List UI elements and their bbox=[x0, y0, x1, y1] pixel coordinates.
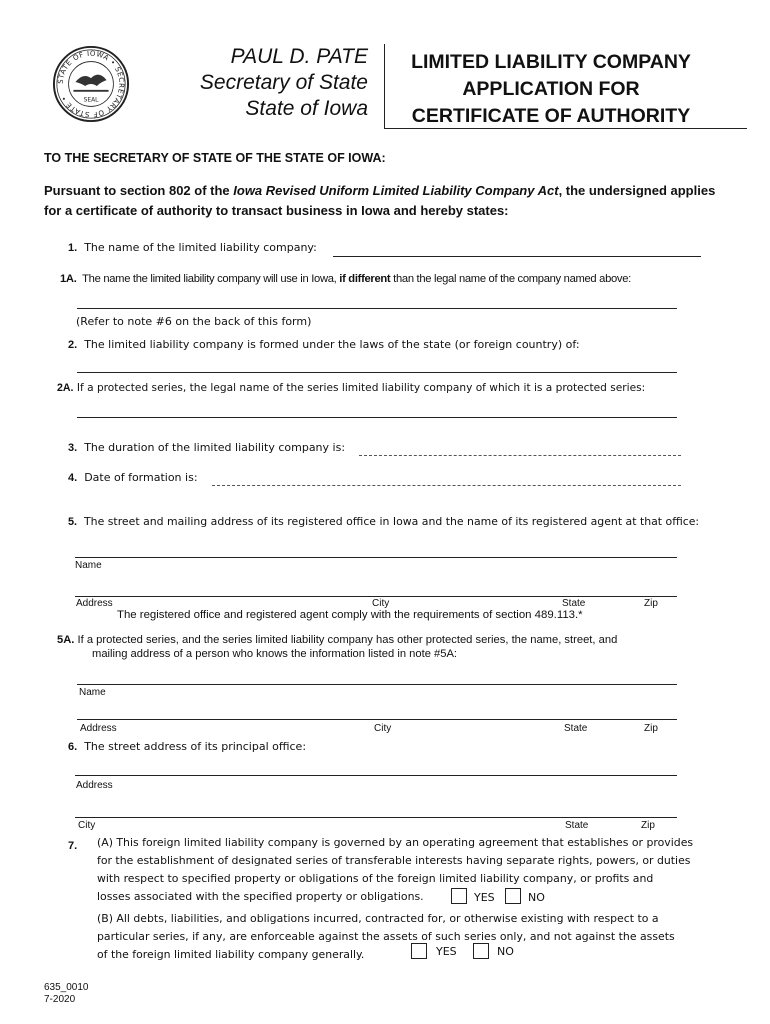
agent-state-caption: State bbox=[562, 598, 586, 609]
item-7a-yes-label: YES bbox=[474, 891, 495, 904]
item-7b-line-3: of the foreign limited liability company generally. bbox=[97, 948, 365, 961]
form-number: 635_0010 bbox=[44, 982, 89, 993]
agent-name-caption: Name bbox=[75, 560, 102, 571]
secretary-name: PAUL D. PATE bbox=[230, 45, 368, 68]
item-7b-no-label: NO bbox=[497, 945, 514, 958]
note-6-reference: (Refer to note #6 on the back of this form) bbox=[76, 315, 312, 328]
item-7b-yes-label: YES bbox=[436, 945, 457, 958]
addressee-line: TO THE SECRETARY OF STATE OF THE STATE OF IOWA: bbox=[44, 151, 386, 165]
item-6-text: The street address of its principal office: bbox=[84, 740, 307, 753]
form-title bbox=[398, 49, 704, 130]
item-4-label bbox=[68, 471, 198, 484]
item-7a-line-4: losses associated with the specified property or obligations. bbox=[97, 890, 424, 903]
item-5-number: 5. bbox=[68, 516, 78, 528]
form-title-line-1: LIMITED LIABILITY COMPANY bbox=[411, 51, 691, 73]
principal-city-caption: City bbox=[78, 820, 96, 831]
item-2-text: The limited liability company is formed under the laws of the state (or foreign country) of: bbox=[84, 338, 580, 351]
agent-city-caption: City bbox=[372, 598, 390, 609]
pursuant-text-post: , the undersigned applies for a certificate of authority to transact business in Iowa and hereby states: bbox=[44, 183, 716, 218]
item-1-text: The name of the limited liability company: bbox=[84, 241, 317, 254]
item-1a-text-post: than the legal name of the company named above: bbox=[390, 273, 631, 285]
item-4-number: 4. bbox=[68, 472, 78, 484]
item-5a-label bbox=[57, 633, 617, 661]
secretary-block bbox=[200, 44, 368, 122]
item-7a-no-label: NO bbox=[528, 891, 545, 904]
act-name: Iowa Revised Uniform Limited Liability Company Act bbox=[233, 183, 559, 198]
contact-city-caption: City bbox=[374, 723, 392, 734]
item-2a-number: 2A. bbox=[57, 382, 74, 394]
item-1a-label bbox=[60, 273, 631, 285]
series-name-field[interactable] bbox=[77, 417, 677, 418]
item-5-label bbox=[68, 515, 699, 528]
agent-address-field[interactable] bbox=[75, 596, 677, 597]
principal-office-city-field[interactable] bbox=[75, 817, 677, 818]
item-3-label bbox=[68, 441, 345, 454]
form-title-line-3: CERTIFICATE OF AUTHORITY bbox=[411, 105, 691, 127]
item-7a-yes-checkbox[interactable] bbox=[451, 888, 467, 904]
agent-name-field[interactable] bbox=[75, 557, 677, 558]
item-7a-line-3: with respect to specified property or obligations of the foreign limited liability company, or profits and bbox=[97, 872, 654, 885]
secretary-title: Secretary of State bbox=[199, 71, 368, 94]
item-7b-line-1: (B) All debts, liabilities, and obligations incurred, contracted for, or otherwise existing with respect to a bbox=[97, 912, 659, 925]
form-footer bbox=[44, 982, 89, 1006]
iowa-name-field[interactable] bbox=[77, 308, 677, 309]
seal-center-text: SEAL bbox=[83, 97, 99, 104]
principal-office-address-field[interactable] bbox=[75, 775, 677, 776]
item-5a-number: 5A. bbox=[57, 634, 75, 646]
item-3-number: 3. bbox=[68, 442, 78, 454]
item-5a-line-2: mailing address of a person who knows the information listed in note #5A: bbox=[92, 648, 458, 660]
item-2a-text: If a protected series, the legal name of the series limited liability company of which it is a protected series: bbox=[76, 382, 646, 394]
item-1a-number: 1A. bbox=[60, 273, 77, 285]
item-7-number: 7. bbox=[68, 840, 78, 852]
item-2-label bbox=[68, 338, 580, 351]
item-7a-no-checkbox[interactable] bbox=[505, 888, 521, 904]
formation-state-field[interactable] bbox=[77, 372, 677, 373]
state-seal-logo bbox=[52, 45, 130, 123]
contact-name-caption: Name bbox=[79, 687, 106, 698]
contact-state-caption: State bbox=[564, 723, 588, 734]
item-1a-text-pre: The name the limited liability company will use in Iowa, bbox=[82, 273, 340, 285]
item-6-number: 6. bbox=[68, 741, 78, 753]
form-title-line-2: APPLICATION FOR bbox=[462, 78, 640, 100]
item-7a-line-2: for the establishment of designated series of transferable interests having separate rights, powers, or duties bbox=[97, 854, 691, 867]
duration-field[interactable] bbox=[359, 455, 681, 456]
item-2a-label bbox=[57, 382, 645, 394]
form-revision: 7-2020 bbox=[44, 994, 76, 1005]
item-7b-no-checkbox[interactable] bbox=[473, 943, 489, 959]
item-5-text: The street and mailing address of its registered office in Iowa and the name of its registered agent at that office: bbox=[84, 515, 700, 528]
seal-ring-text: STATE OF IOWA • SECRETARY OF STATE • bbox=[55, 48, 127, 120]
item-6-label bbox=[68, 740, 306, 753]
principal-state-caption: State bbox=[565, 820, 589, 831]
item-7b-yes-checkbox[interactable] bbox=[411, 943, 427, 959]
item-1-number: 1. bbox=[68, 242, 78, 254]
agent-address-caption: Address bbox=[76, 598, 113, 609]
item-5a-line-1: If a protected series, and the series limited liability company has other protected series, the name, street, and bbox=[77, 634, 618, 646]
pursuant-paragraph bbox=[44, 181, 734, 221]
item-7b-line-2: particular series, if any, are enforceable against the assets of such series only, and not against the assets bbox=[97, 930, 675, 943]
contact-address-field[interactable] bbox=[77, 719, 677, 720]
contact-name-field[interactable] bbox=[77, 684, 677, 685]
agent-zip-caption: Zip bbox=[644, 598, 658, 609]
principal-address-caption: Address bbox=[76, 780, 113, 791]
principal-zip-caption: Zip bbox=[641, 820, 655, 831]
item-1a-bold: if different bbox=[339, 273, 391, 285]
formation-date-field[interactable] bbox=[212, 485, 681, 486]
item-7a-line-1: (A) This foreign limited liability company is governed by an operating agreement that establishes or provides bbox=[97, 836, 694, 849]
item-7a-paragraph bbox=[97, 834, 737, 906]
compliance-statement: The registered office and registered agent comply with the requirements of section 489.113.* bbox=[117, 609, 583, 621]
item-1-label bbox=[68, 241, 317, 254]
contact-zip-caption: Zip bbox=[644, 723, 658, 734]
header-divider bbox=[384, 44, 385, 128]
state-name: State of Iowa bbox=[245, 97, 368, 120]
contact-address-caption: Address bbox=[80, 723, 117, 734]
company-name-field[interactable] bbox=[333, 256, 701, 257]
item-4-text: Date of formation is: bbox=[84, 471, 198, 484]
pursuant-text-pre: Pursuant to section 802 of the bbox=[44, 183, 234, 198]
item-3-text: The duration of the limited liability company is: bbox=[84, 441, 346, 454]
item-2-number: 2. bbox=[68, 339, 78, 351]
